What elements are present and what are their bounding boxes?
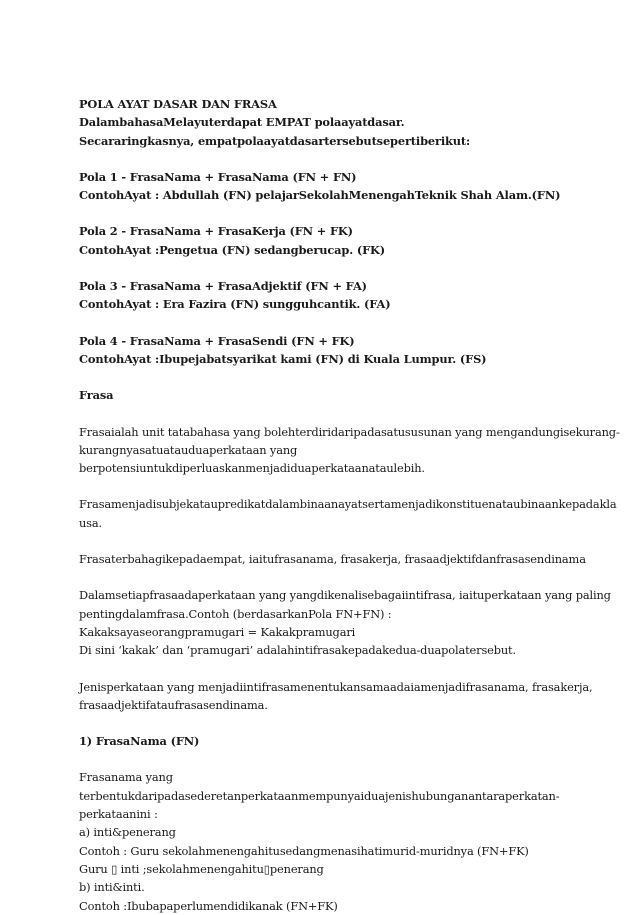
pattern-example: ContohAyat : Era Fazira (FN) sungguhcantik. (FA)	[79, 297, 391, 312]
paragraph-line: Frasaterbahagikepadaempat, iaitufrasanama, frasakerja, frasaadjektifdanfrasasendinama	[79, 552, 586, 567]
paragraph-line: Frasamenjadisubjekataupredikatdalambinaanayatsertamenjadikonstituenataubinaankepadakla	[79, 497, 617, 512]
paragraph-line: Guru ▯ inti ;sekolahmenengahitu▯penerang	[79, 861, 324, 876]
intro-line: Secararingkasnya, empatpolaayatdasartersebutsepertiberikut:	[79, 133, 471, 148]
paragraph-line: perkataanini :	[79, 807, 158, 822]
pattern-title: Pola 2 - FrasaNama + FrasaKerja (FN + FK)	[79, 224, 353, 239]
paragraph-line: berpotensiuntukdiperluaskanmenjadiduaperkataanataulebih.	[79, 461, 425, 476]
paragraph-line: a) inti&penerang	[79, 825, 176, 840]
paragraph-line: Frasanama yang	[79, 770, 173, 785]
paragraph-line: terbentukdaripadasederetanperkataanmempunyaiduajenishubunganantaraperkatan-	[79, 788, 560, 803]
document-title: POLA AYAT DASAR DAN FRASA	[79, 97, 277, 111]
paragraph-line: Jenisperkataan yang menjadiintifrasamenentukansamaadaiamenjadifrasanama, frasakerja,	[79, 679, 593, 694]
pattern-example: ContohAyat :Pengetua (FN) sedangberucap. (FK)	[79, 242, 385, 257]
paragraph-line: Kakaksayaseorangpramugari = Kakakpramugari	[79, 624, 356, 639]
paragraph-line: kurangnyasatuatauduaperkataan yang	[79, 442, 298, 457]
paragraph-line: usa.	[79, 515, 102, 530]
section-heading-frasa-nama: 1) FrasaNama (FN)	[79, 734, 200, 749]
paragraph-line: Contoh : Guru sekolahmenengahitusedangmenasihatimurid-muridnya (FN+FK)	[79, 843, 529, 858]
section-heading-frasa: Frasa	[79, 388, 114, 403]
paragraph-line: Frasaialah unit tatabahasa yang bolehterdiridaripadasatususunan yang mengandungisekurang-	[79, 424, 620, 439]
pattern-title: Pola 1 - FrasaNama + FrasaNama (FN + FN)	[79, 169, 357, 184]
paragraph-line: pentingdalamfrasa.Contoh (berdasarkanPola FN+FN) :	[79, 606, 392, 621]
pattern-example: ContohAyat :Ibupejabatsyarikat kami (FN) di Kuala Lumpur. (FS)	[79, 351, 487, 366]
paragraph-line: Di sini ‘kakak’ dan ‘pramugari’ adalahintifrasakepadakedua-duapolatersebut.	[79, 643, 516, 658]
paragraph-line: Contoh :Ibubapaperlumendidikanak (FN+FK)	[79, 898, 338, 913]
intro-line: DalambahasaMelayuterdapat EMPAT polaayatdasar.	[79, 115, 405, 130]
pattern-title: Pola 3 - FrasaNama + FrasaAdjektif (FN + FA)	[79, 279, 367, 294]
paragraph-line: frasaadjektifataufrasasendinama.	[79, 697, 268, 712]
pattern-example: ContohAyat : Abdullah (FN) pelajarSekolahMenengahTeknik Shah Alam.(FN)	[79, 188, 561, 203]
paragraph-line: Dalamsetiapfrasaadaperkataan yang yangdikenalisebagaiintifrasa, iaituperkataan yang paling	[79, 588, 611, 603]
pattern-title: Pola 4 - FrasaNama + FrasaSendi (FN + FK)	[79, 333, 355, 348]
paragraph-line: b) inti&inti.	[79, 880, 145, 895]
